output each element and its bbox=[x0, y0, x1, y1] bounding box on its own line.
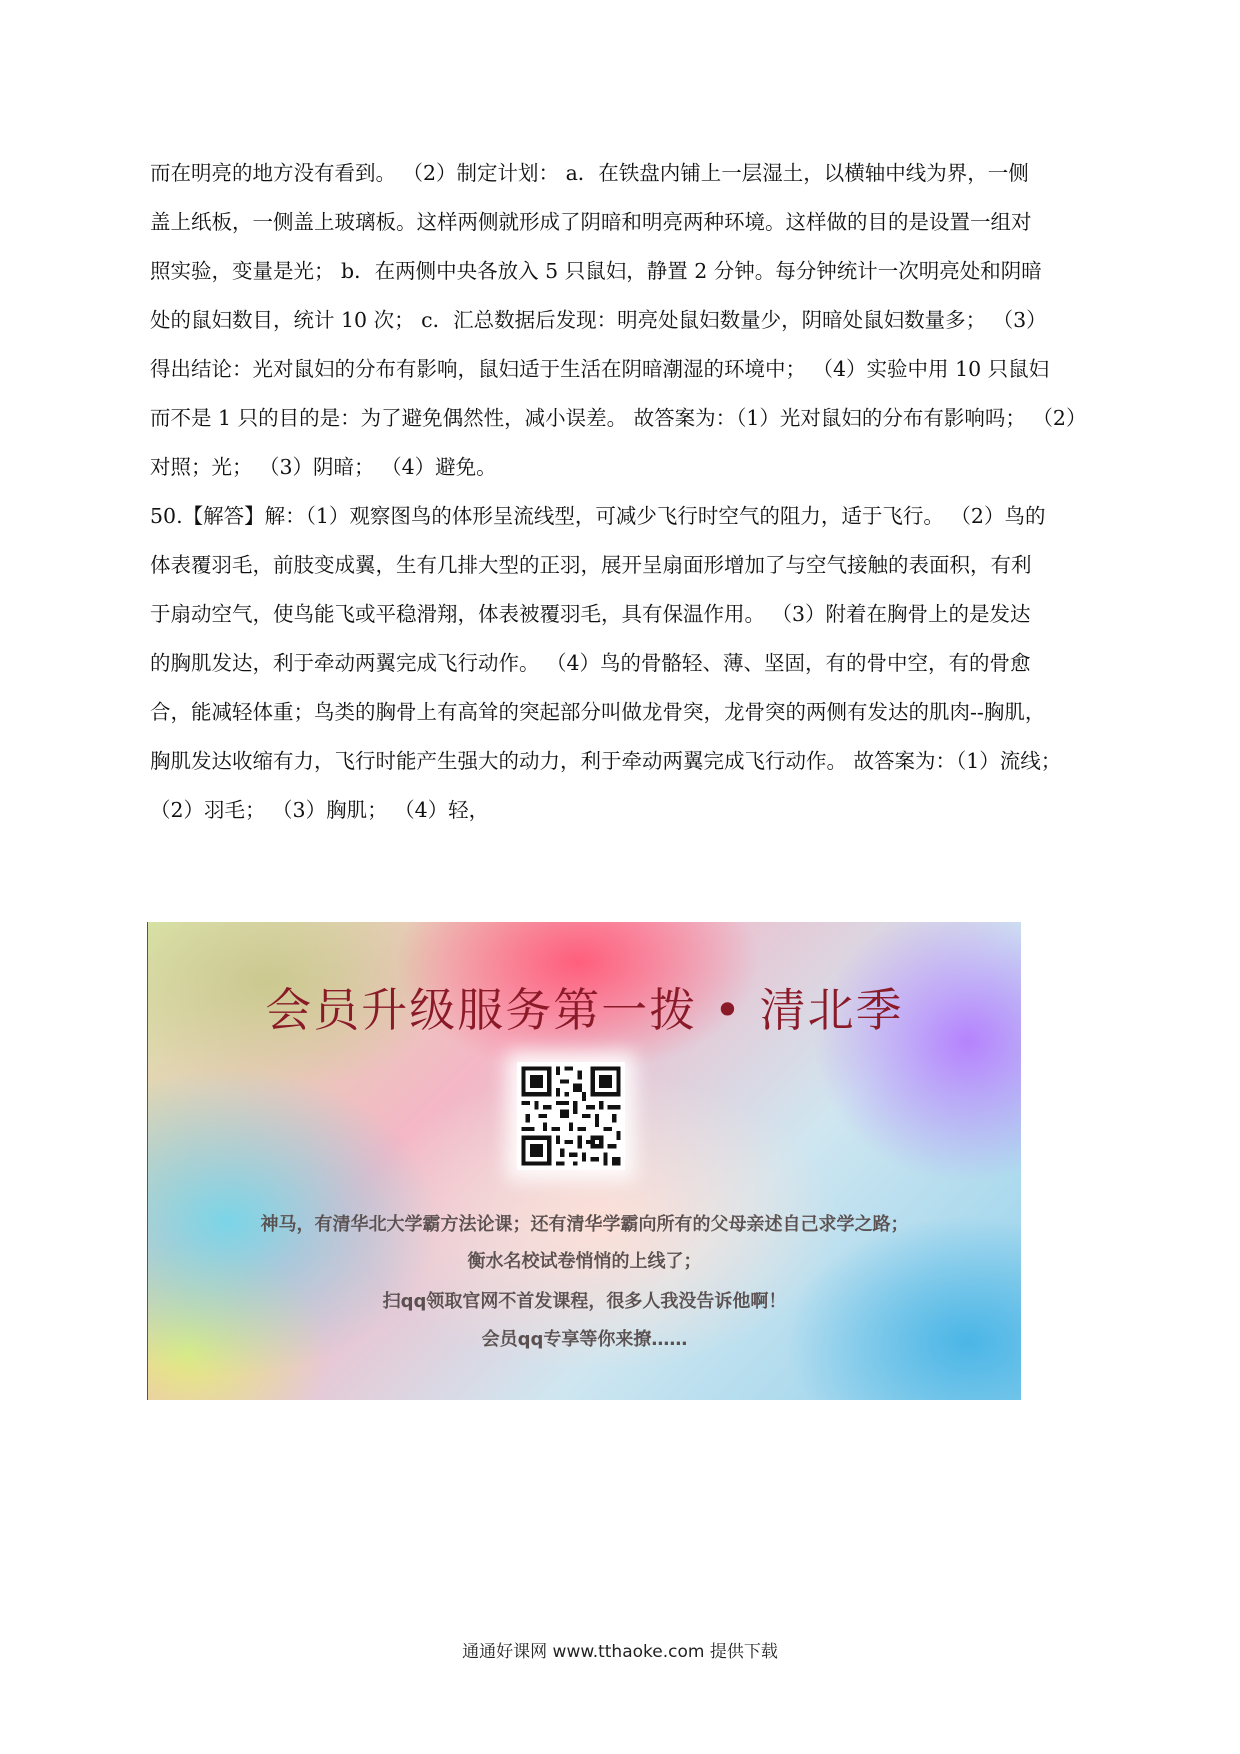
text-line: 体表覆羽毛，前肢变成翼，生有几排大型的正羽，展开呈扇面形增加了与空气接触的表面积，有利 bbox=[150, 553, 1032, 577]
text-line: 合，能减轻体重；鸟类的胸骨上有高耸的突起部分叫做龙骨突，龙骨突的两侧有发达的肌肉--胸肌， bbox=[150, 700, 1046, 724]
answer-50-paragraph bbox=[150, 492, 1100, 835]
text-line: 处的鼠妇数目，统计 10 次； c．汇总数据后发现：明亮处鼠妇数量少，阴暗处鼠妇数量多； （3） bbox=[150, 308, 1047, 332]
text-line: 对照；光； （3）阴暗； （4）避免。 bbox=[150, 455, 497, 479]
text-line: 50.【解答】解：（1）观察图鸟的体形呈流线型，可减少飞行时空气的阻力，适于飞行。 （2）鸟的 bbox=[150, 504, 1046, 528]
banner-text-line: 衡水名校试卷悄悄的上线了； bbox=[467, 1251, 702, 1272]
text-line: 照实验，变量是光； b．在两侧中央各放入 5 只鼠妇，静置 2 分钟。每分钟统计一次明亮处和阴暗 bbox=[150, 259, 1042, 283]
answer-49-paragraph bbox=[150, 149, 1100, 492]
banner-text-line: 会员qq专享等你来撩…… bbox=[481, 1329, 688, 1350]
text-line: 的胸肌发达，利于牵动两翼完成飞行动作。 （4）鸟的骨骼轻、薄、坚固，有的骨中空，有的骨愈 bbox=[150, 651, 1031, 675]
text-line: （2）羽毛； （3）胸肌； （4）轻， bbox=[150, 798, 490, 822]
page-footer: 通通好课网 www.tthaoke.com 提供下载 bbox=[462, 1642, 778, 1662]
banner-text-line: 神马，有清华北大学霸方法论课；还有清华学霸向所有的父母亲述自己求学之路； bbox=[260, 1214, 909, 1235]
text-line: 得出结论：光对鼠妇的分布有影响，鼠妇适于生活在阴暗潮湿的环境中； （4）实验中用 10 只鼠妇 bbox=[150, 357, 1050, 381]
banner-title: 会员升级服务第一拨 • 清北季 bbox=[265, 983, 904, 1037]
text-line: 而在明亮的地方没有看到。 （2）制定计划： a．在铁盘内铺上一层湿土，以横轴中线为界，一侧 bbox=[150, 161, 1029, 185]
qr-code-icon[interactable] bbox=[517, 1062, 625, 1170]
text-line: 而不是 1 只的目的是：为了避免偶然性，减小误差。 故答案为：（1）光对鼠妇的分布有影响吗； （2） bbox=[150, 406, 1087, 430]
banner-text-line: 扫qq领取官网不首发课程，很多人我没告诉他啊！ bbox=[382, 1291, 787, 1312]
membership-promo-banner[interactable] bbox=[147, 922, 1021, 1400]
text-line: 胸肌发达收缩有力，飞行时能产生强大的动力，利于牵动两翼完成飞行动作。 故答案为：（1）流线； bbox=[150, 749, 1062, 773]
text-line: 盖上纸板，一侧盖上玻璃板。这样两侧就形成了阴暗和明亮两种环境。这样做的目的是设置一组对 bbox=[150, 210, 1032, 234]
text-line: 于扇动空气，使鸟能飞或平稳滑翔，体表被覆羽毛，具有保温作用。 （3）附着在胸骨上的是发达 bbox=[150, 602, 1031, 626]
